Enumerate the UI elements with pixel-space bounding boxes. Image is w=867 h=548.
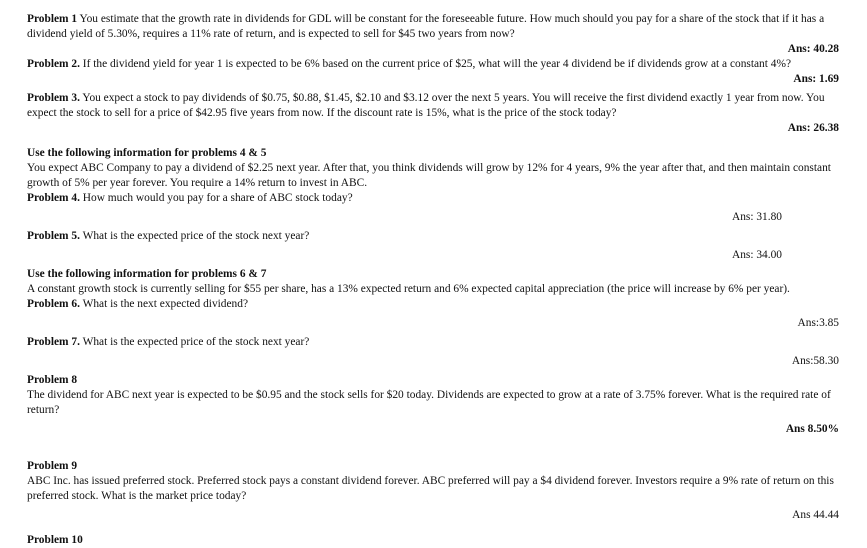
problem-9-answer: Ans 44.44	[792, 509, 839, 521]
problem-5-text: What is the expected price of the stock next year?	[79, 230, 310, 242]
problem-6	[27, 297, 839, 312]
group-6-7-heading: Use the following information for problems 6 & 7	[27, 268, 267, 280]
problem-1-text: You estimate that the growth rate in dividends for GDL will be constant for the foreseeable future. How much should you pay for a share of the stock that if it has a dividend yield of 5.30%, requires a 11% rate of return, and is expected to sell for $45 two years from now?	[27, 13, 825, 40]
problem-4-answer: Ans: 31.80	[732, 211, 782, 223]
problem-6-label: Problem 6.	[27, 298, 80, 310]
problem-4	[27, 191, 839, 206]
problem-1	[27, 12, 839, 42]
problem-9-text: ABC Inc. has issued preferred stock. Preferred stock pays a constant dividend forever. ABC preferred will pay a $4 dividend forever. Investors require a 9% rate of return on this preferred stock. What is the market price today?	[27, 475, 834, 502]
problem-6-text: What is the next expected dividend?	[79, 298, 248, 310]
problem-1-label: Problem 1	[27, 13, 78, 25]
group-6-7-info: A constant growth stock is currently selling for $55 per share, has a 13% expected return and 6% expected capital appreciation (the price will increase by 6% per year).	[27, 283, 790, 295]
group-4-5-heading: Use the following information for problems 4 & 5	[27, 147, 267, 159]
problem-3-text: You expect a stock to pay dividends of $0.75, $0.88, $1.45, $2.10 and $3.12 over the next 5 years. You will receive the first dividend exactly 1 year from now. You expect the stock to sell for a price of $42.95 five years from now. If the discount rate is 15%, what is the price of the stock today?	[27, 92, 825, 119]
problem-5-label: Problem 5.	[27, 230, 80, 242]
problem-8-label: Problem 8	[27, 374, 78, 386]
problem-2-label: Problem 2.	[27, 58, 80, 70]
problem-7-text: What is the expected price of the stock next year?	[79, 336, 310, 348]
group-4-5-info: You expect ABC Company to pay a dividend of $2.25 next year. After that, you think dividends will grow by 12% for 4 years, 9% the year after that, and then maintain constant growth of 5% per year forever. You require a 14% return to invest in ABC.	[27, 162, 831, 189]
problem-2	[27, 57, 839, 72]
problem-3	[27, 91, 839, 121]
problem-1-answer: Ans: 40.28	[787, 43, 839, 55]
problem-9-label: Problem 9	[27, 460, 78, 472]
problem-set-document	[27, 12, 839, 548]
problem-7-answer: Ans:58.30	[791, 355, 839, 367]
problem-8-answer: Ans 8.50%	[785, 423, 839, 435]
problem-3-answer: Ans: 26.38	[787, 122, 839, 134]
problem-5-answer: Ans: 34.00	[732, 249, 782, 261]
problem-3-label: Problem 3.	[27, 92, 80, 104]
problem-2-answer: Ans: 1.69	[793, 73, 839, 85]
problem-4-label: Problem 4.	[27, 192, 80, 204]
problem-6-answer: Ans:3.85	[797, 317, 839, 329]
problem-5	[27, 229, 839, 244]
problem-8-text: The dividend for ABC next year is expected to be $0.95 and the stock sells for $20 today. Dividends are expected to grow at a rate of 3.75% forever. What is the required rate of return?	[27, 389, 831, 416]
problem-2-text: If the dividend yield for year 1 is expected to be 6% based on the current price of $25, what will the year 4 dividend be if dividends grow at a constant 4%?	[79, 58, 791, 70]
problem-4-text: How much would you pay for a share of ABC stock today?	[79, 192, 353, 204]
problem-10-label: Problem 10	[27, 534, 83, 546]
problem-7-label: Problem 7.	[27, 336, 80, 348]
problem-7	[27, 335, 839, 350]
